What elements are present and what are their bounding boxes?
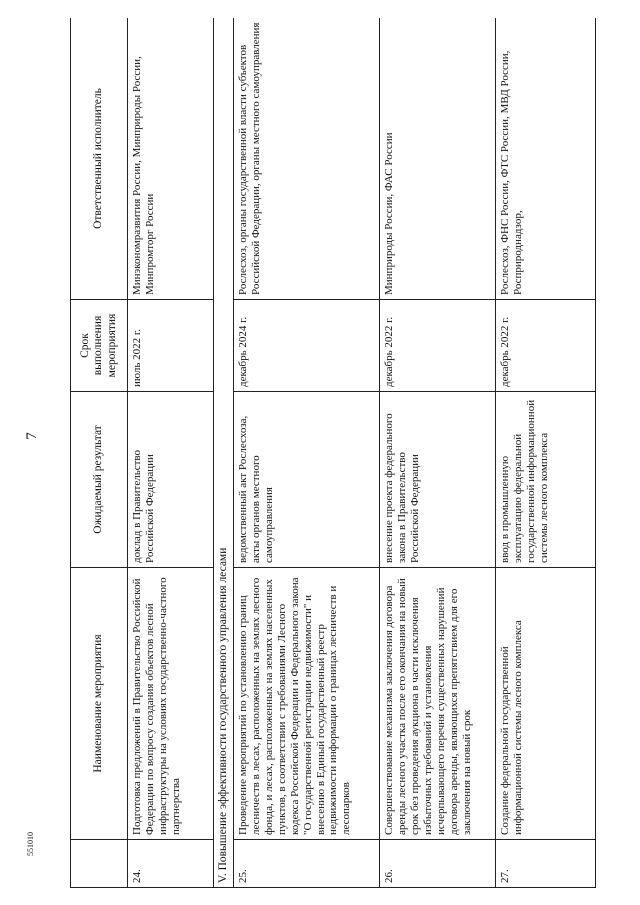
- table-row: [128, 18, 214, 888]
- row-deadline: декабрь 2024 г.: [234, 300, 380, 392]
- row-result: внесение проекта федерального закона в Правительство Российской Федерации: [380, 392, 496, 568]
- row-executor: Минприроды России, ФАС России: [380, 18, 496, 300]
- page-number: 7: [24, 432, 40, 440]
- row-result: ведомственный акт Рослесхоза, акты органов местного самоуправления: [234, 392, 380, 568]
- section-title: V. Повышение эффективности государственного управления лесами: [214, 18, 234, 888]
- row-name: Проведение мероприятий по установлению границ лесничеств в лесах, расположенных на землях лесного фонда, и лесах, расположенных на землях населенных пунктов, в соответствии с требованиями Лесного кодекса Российской Федерации и Федерального закона "О государственной регистрации недвижимости" и внесению в Единый государственный реестр недвижимости информации о границах лесничеств и лесопарков: [234, 568, 380, 840]
- row-executor: Рослесхоз, органы государственной власти субъектов Российской Федерации, органы местного самоуправления: [234, 18, 380, 300]
- row-name: Создание федеральной государственной информационной системы лесного комплекса: [496, 568, 596, 840]
- row-deadline: декабрь 2022 г.: [380, 300, 496, 392]
- row-deadline: июль 2022 г.: [128, 300, 214, 392]
- table-row: [380, 18, 496, 888]
- header-result: Ожидаемый результат: [71, 392, 128, 568]
- row-name: Подготовка предложений в Правительство Российской Федерации по вопросу создания объектов лесной инфраструктуры на условиях государственно-частного партнерства: [128, 568, 214, 840]
- row-deadline: декабрь 2022 г.: [496, 300, 596, 392]
- table-viewport: [70, 18, 610, 888]
- row-result: ввод в промышленную эксплуатацию федеральной государственной информационной системы лесного комплекса: [496, 392, 596, 568]
- table-header-row: [71, 18, 128, 888]
- row-num: 27.: [496, 840, 596, 888]
- header-executor: Ответственный исполнитель: [71, 18, 128, 300]
- row-executor: Минэкономразвития России, Минприроды России, Минпромторг России: [128, 18, 214, 300]
- row-executor: Рослесхоз, ФНС России, ФТС России, МВД России, Росприроднадзор,: [496, 18, 596, 300]
- row-num: 26.: [380, 840, 496, 888]
- header-deadline: Срок выполнения мероприятия: [71, 300, 128, 392]
- header-num: [71, 840, 128, 888]
- table-row: [234, 18, 380, 888]
- rotated-table-container: [70, 18, 610, 888]
- table-row: [496, 18, 596, 888]
- row-num: 24.: [128, 840, 214, 888]
- section-row: [214, 18, 234, 888]
- row-num: 25.: [234, 840, 380, 888]
- row-name: Совершенствование механизма заключения договора аренды лесного участка после его окончания на новый срок без проведения аукциона в части исключения избыточных требований и установления исчерпывающего перечня существенных нарушений договора аренды, являющихся препятствием для его заключения на новый срок: [380, 568, 496, 840]
- measures-table: [70, 18, 596, 888]
- row-result: доклад в Правительство Российской Федерации: [128, 392, 214, 568]
- header-name: Наименование мероприятия: [71, 568, 128, 840]
- document-code: 551010: [26, 832, 35, 856]
